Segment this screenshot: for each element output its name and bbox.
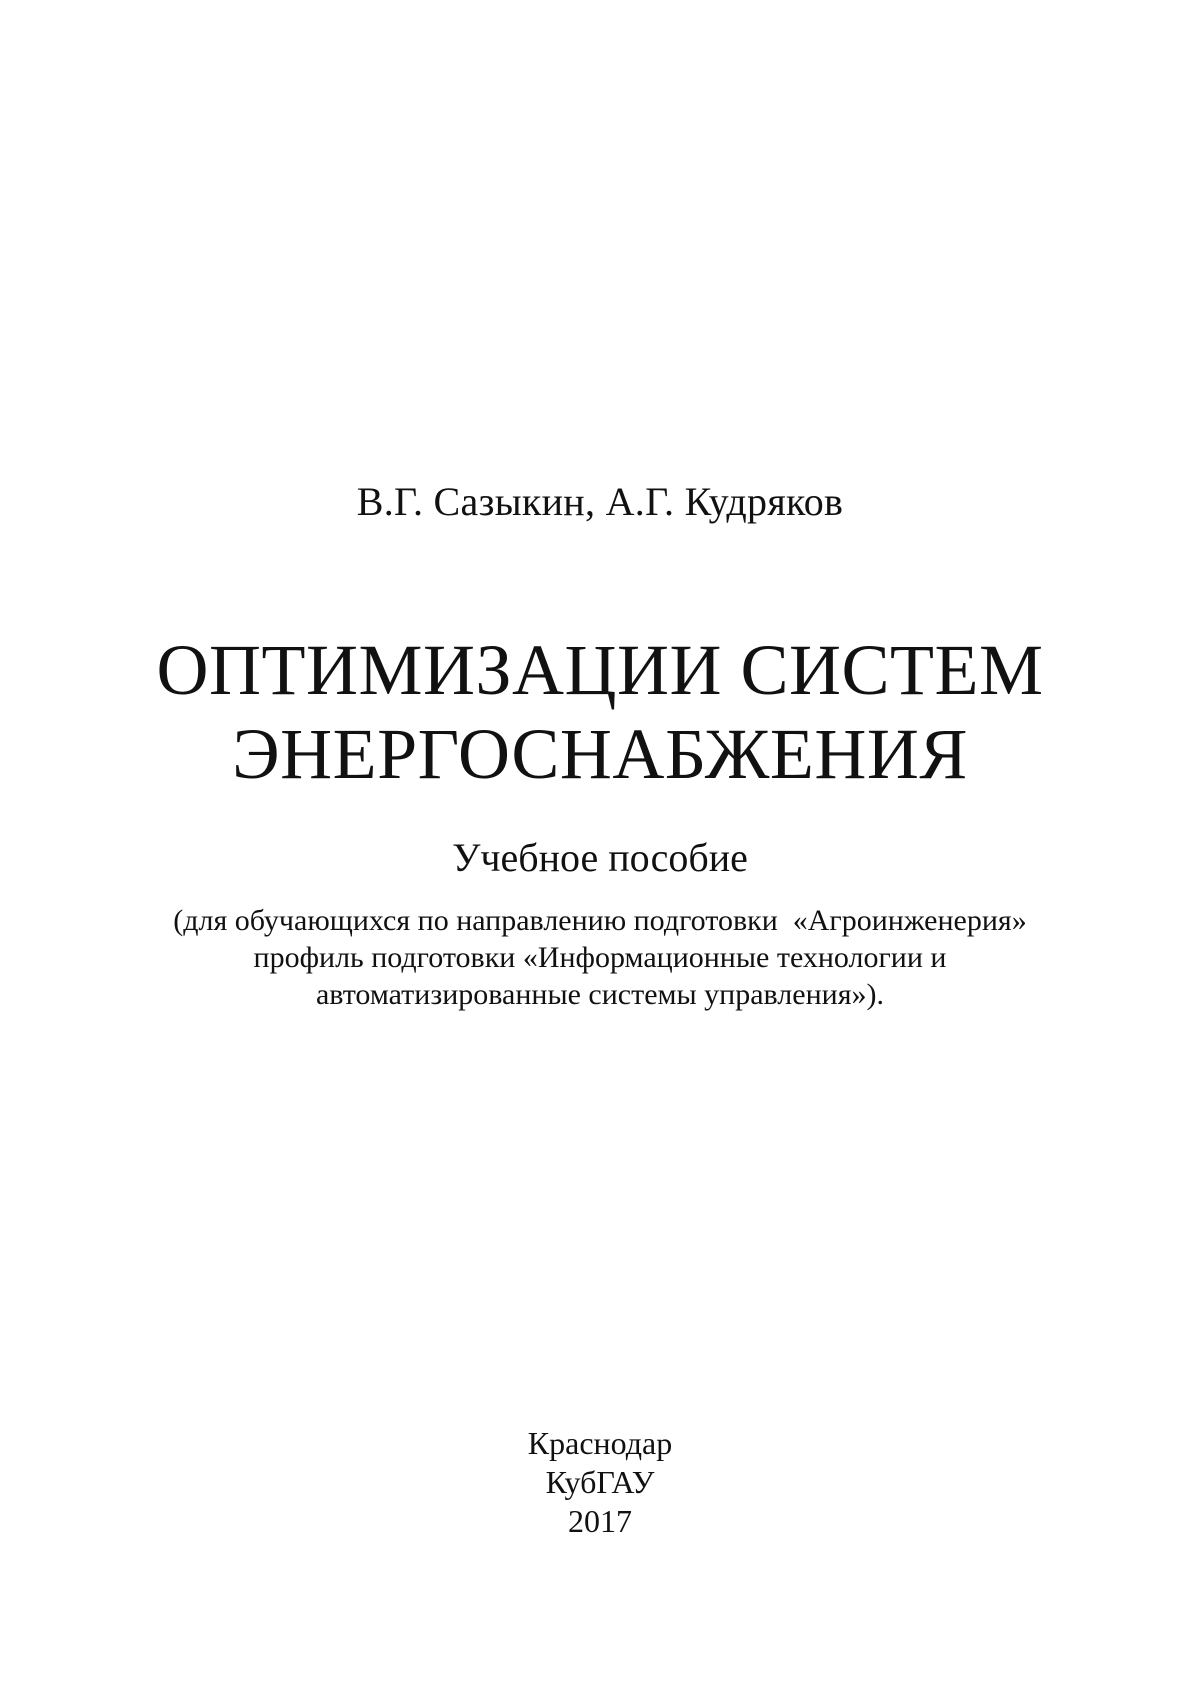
imprint-city: Краснодар <box>527 1425 673 1461</box>
audience-note-line-1: (для обучающихся по направлению подготовки «Агроинженерия» <box>173 904 1027 937</box>
authors: В.Г. Сазыкин, А.Г. Кудряков <box>356 479 844 524</box>
book-title-line-1: ОПТИМИЗАЦИИ СИСТЕМ <box>156 630 1044 710</box>
book-title <box>0 628 1200 796</box>
imprint-year: 2017 <box>568 1503 632 1539</box>
audience-note-line-3: автоматизированные системы управления»). <box>315 978 884 1011</box>
audience-note-line-2: профиль подготовки «Информационные технологии и <box>253 941 947 974</box>
audience-note <box>0 902 1200 1013</box>
book-title-line-2: ЭНЕРГОСНАБЖЕНИЯ <box>232 714 968 794</box>
book-subtitle: Учебное пособие <box>452 835 748 880</box>
imprint <box>0 1424 1200 1541</box>
imprint-publisher: КубГАУ <box>545 1464 655 1500</box>
